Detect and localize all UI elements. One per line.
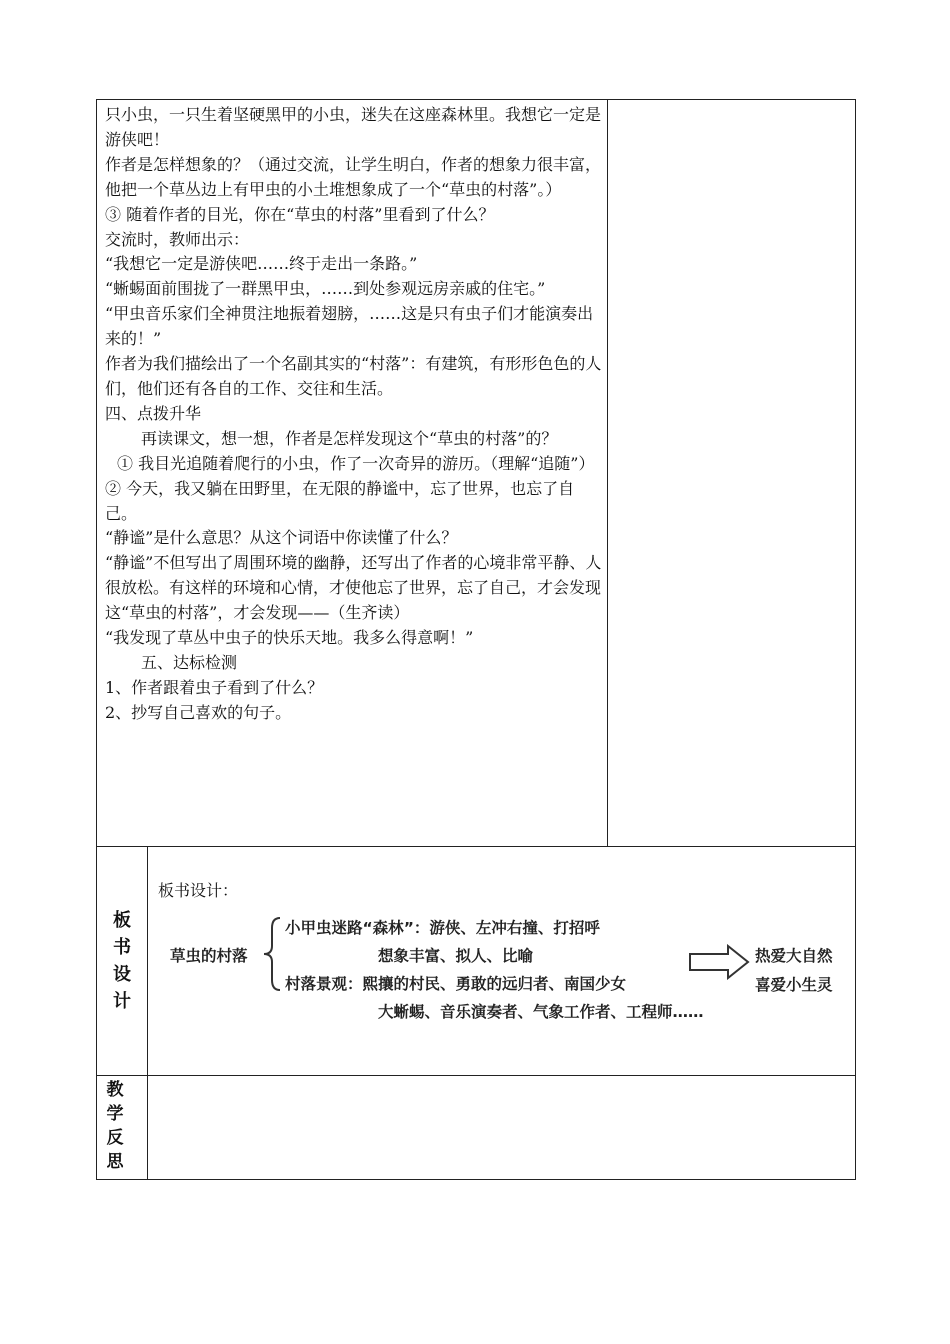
diagram-branch-1: 小甲虫迷路“森林”：游侠、左冲右撞、打招呼 [285,919,600,937]
board-design-diagram [152,900,855,1035]
section-heading: 四、点拨升华 [105,403,202,423]
upper-column-divider [607,99,608,846]
upper-row-divider [96,846,856,847]
text-line: “甲虫音乐家们全神贯注地振着翅膀，……这是只有虫子们才能演奏出来的！” [105,304,594,349]
text-line: 2、抄写自己喜欢的句子。 [105,702,292,722]
text-line: 再读课文，想一想，作者是怎样发现这个“草虫的村落”的？ [141,428,558,448]
text-line: 作者为我们描绘出了一个名副其实的“村落”：有建筑，有形形色色的人们，他们还有各自的工作、交往和生活。 [105,354,602,398]
text-line: 只小虫，一只生着坚硬黑甲的小虫，迷失在这座森林里。我想它一定是游侠吧！ [105,105,602,149]
text-line: 1、作者跟着虫子看到了什么？ [105,677,324,697]
text-line: 作者是怎样想象的？（通过交流，让学生明白，作者的想象力很丰富，他把一个草丛边上有甲虫的小土堆想象成了一个“草虫的村落”。） [105,154,602,199]
text-line: “静谧”是什么意思？从这个词语中你读懂了什么？ [105,528,458,548]
text-line: “我想它一定是游侠吧……终于走出一条路。” [105,254,418,274]
lesson-body [105,103,603,726]
text-line: “我发现了草丛中虫子的快乐天地。我多么得意啊！” [105,628,474,648]
diagram-branch-1-sub: 想象丰富、拟人、比喻 [378,947,534,965]
diagram-branch-2: 村落景观：熙攘的村民、勇敢的远归者、南国少女 [285,975,627,993]
text-line: ① 我目光追随着爬行的小虫，作了一次奇异的游历。（理解“追随”） [117,453,595,473]
board-design-label: 板 书 设 计 [113,910,131,1012]
section-heading: 五、达标检测 [141,652,238,672]
diagram-center-title: 草虫的村落 [170,947,248,965]
reflection-row-divider [96,1075,856,1076]
right-arrow-icon [688,944,750,980]
diagram-conclusion-2: 喜爱小生灵 [755,976,833,994]
label-column-divider [147,846,148,1180]
text-line: ② 今天，我又躺在田野里，在无限的静谧中，忘了世界，也忘了自己。 [105,478,575,523]
curly-brace-icon [260,914,284,994]
text-line: ③ 随着作者的目光，你在“草虫的村落”里看到了什么？ [105,204,495,224]
diagram-conclusion-1: 热爱大自然 [755,947,833,965]
diagram-branch-2-sub: 大蜥蜴、音乐演奏者、气象工作者、工程师…… [378,1003,704,1021]
text-line: 交流时，教师出示： [105,229,250,249]
teaching-reflection-label: 教 学 反 思 [106,1080,124,1172]
board-design-title: 板书设计： [158,881,239,900]
text-line: “静谧”不但写出了周围环境的幽静，还写出了作者的心境非常平静、人很放松。有这样的环境和心情，才使他忘了世界，忘了自己，才会发现这“草虫的村落”，才会发现——（生齐读） [105,553,602,623]
text-line: “蜥蜴面前围拢了一群黑甲虫，……到处参观远房亲戚的住宅。” [105,279,546,299]
